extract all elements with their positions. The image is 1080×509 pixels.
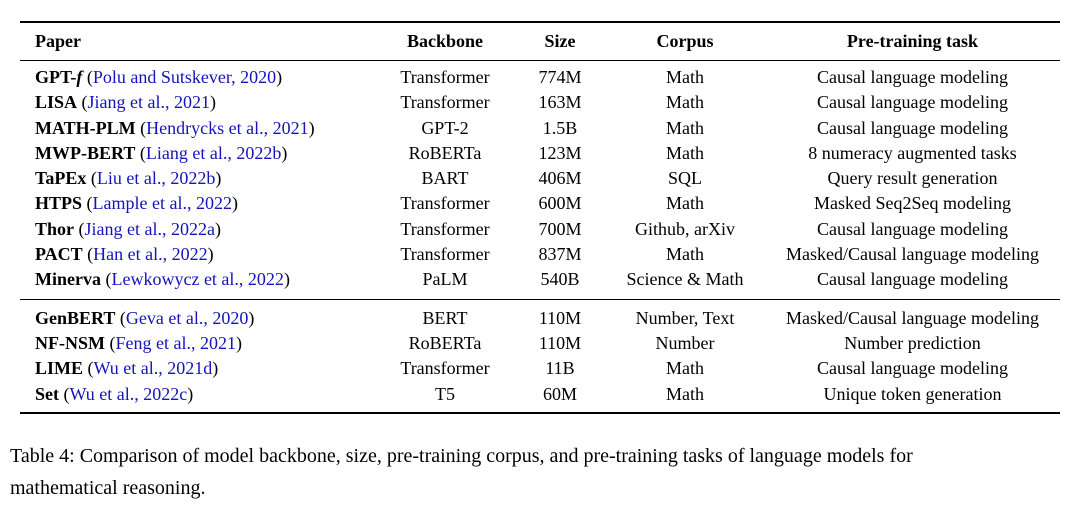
paper-cell: NF-NSM (Feng et al., 2021) [35,332,242,353]
table-row [20,217,1060,242]
size-cell: 163M [538,92,582,113]
paper-name [35,168,86,188]
paper-name [35,92,77,112]
table-row [20,356,1060,381]
paper-name-text: NF-NSM [35,332,105,353]
citation-link[interactable]: Liu et al., 2022b [96,168,216,189]
corpus-cell: Math [666,142,704,163]
pretraining-task-cell: Query result generation [827,168,998,189]
citation-link[interactable]: Lample et al., 2022 [92,193,232,214]
corpus-cell: Math [666,244,704,265]
table-header-row [20,22,1060,61]
corpus-cell: Number [655,332,715,353]
pretraining-task-cell: Unique token generation [823,383,1002,404]
table-row [20,267,1060,299]
table-section-math-pretrained [20,61,1060,300]
column-header-size: Size [515,22,605,61]
paper-name-text: GPT- [35,67,77,87]
column-header-corpus: Corpus [605,22,765,61]
paper-name [35,219,74,239]
paper-name [35,384,59,404]
table-row [20,116,1060,141]
citation-link[interactable]: Geva et al., 2020 [125,307,249,328]
column-header-paper: Paper [20,22,375,61]
table-caption [10,440,1074,504]
corpus-cell: Math [666,358,704,379]
citation-link[interactable]: Wu et al., 2021d [93,358,213,379]
backbone-cell: Transformer [400,193,490,214]
backbone-cell: PaLM [422,269,468,290]
pretraining-task-cell: 8 numeracy augmented tasks [808,142,1017,163]
paper-name-text: Set [35,383,59,404]
column-header-pretraining-task: Pre-training task [765,22,1060,61]
paper-cell: PACT (Han et al., 2022) [35,244,214,265]
table-caption-line-2: mathematical reasoning. [10,477,206,499]
pretraining-task-cell: Number prediction [844,332,981,353]
paper-name-italic-part: f [76,67,83,87]
citation-link[interactable]: Wu et al., 2022c [69,383,188,404]
corpus-cell: Science & Math [626,269,744,290]
backbone-cell: RoBERTa [408,332,482,353]
size-cell: 1.5B [542,117,578,138]
paper-name [35,269,101,289]
backbone-cell: Transformer [400,358,490,379]
corpus-cell: Number, Text [635,307,735,328]
pretraining-task-cell: Masked/Causal language modeling [786,244,1039,265]
backbone-cell: BERT [422,307,468,328]
size-cell: 837M [538,244,582,265]
size-cell: 600M [538,193,582,214]
paper-name-text: LISA [35,92,78,113]
paper-name [35,308,115,328]
backbone-cell: Transformer [400,92,490,113]
paper-name [35,333,105,353]
backbone-cell: Transformer [400,218,490,239]
citation-link[interactable]: Lewkowycz et al., 2022 [111,269,284,290]
paper-name-text: HTPS [35,193,83,214]
pretraining-task-cell: Causal language modeling [817,218,1008,239]
paper-cell: Set (Wu et al., 2022c) [35,383,194,404]
paper-name [35,193,82,213]
pretraining-task-cell: Masked/Causal language modeling [786,307,1039,328]
size-cell: 110M [538,307,582,328]
backbone-cell: T5 [435,383,455,404]
pretraining-task-cell: Causal language modeling [817,92,1008,113]
table-section-number-pretrained [20,299,1060,413]
corpus-cell: Github, arXiv [635,218,735,239]
size-cell: 123M [538,142,582,163]
paper-cell: LISA (Jiang et al., 2021) [35,92,217,113]
corpus-cell: Math [666,67,704,87]
paper-name-text: LIME [35,358,84,379]
table-caption-line-1: Table 4: Comparison of model backbone, size, pre-training corpus, and pre-training tasks of language models for [10,445,913,467]
table-row [20,90,1060,115]
corpus-cell: SQL [667,168,702,189]
paper-cell: HTPS (Lample et al., 2022) [35,193,238,214]
pretraining-task-cell: Masked Seq2Seq modeling [814,193,1011,214]
table-row [20,166,1060,191]
paper-name-text: TaPEx [35,168,87,189]
backbone-cell: RoBERTa [408,142,482,163]
paper-cell: Minerva (Lewkowycz et al., 2022) [35,269,290,290]
citation-link[interactable]: Feng et al., 2021 [115,332,236,353]
models-comparison-table [20,21,1060,414]
corpus-cell: Math [666,383,704,404]
table-row [20,191,1060,216]
size-cell: 774M [538,67,582,87]
corpus-cell: Math [666,193,704,214]
citation-link[interactable]: Liang et al., 2022b [145,142,282,163]
paper-cell: GPT-f (Polu and Sutskever, 2020) [35,67,283,87]
corpus-cell: Math [666,92,704,113]
citation-link[interactable]: Polu and Sutskever, 2020 [92,67,277,87]
table-row [20,331,1060,356]
size-cell: 11B [545,358,575,379]
table-row [20,382,1060,413]
paper-cell: MATH-PLM (Hendrycks et al., 2021) [35,117,315,138]
table-row [20,141,1060,166]
paper-cell: Thor (Jiang et al., 2022a) [35,218,221,239]
backbone-cell: BART [421,168,469,189]
size-cell: 700M [538,218,582,239]
pretraining-task-cell: Causal language modeling [817,358,1008,379]
paper-cell: LIME (Wu et al., 2021d) [35,358,219,379]
paper-name [35,67,82,87]
pretraining-task-cell: Causal language modeling [817,67,1008,87]
pretraining-task-cell: Causal language modeling [817,117,1008,138]
size-cell: 60M [542,383,577,404]
paper-name [35,143,135,163]
citation-link[interactable]: Han et al., 2022 [93,244,208,265]
backbone-cell: Transformer [400,67,490,87]
paper-name [35,244,83,264]
corpus-cell: Math [666,117,704,138]
pretraining-task-cell: Causal language modeling [817,269,1008,290]
citation-link[interactable]: Hendrycks et al., 2021 [146,117,309,138]
table-row [20,299,1060,331]
column-header-backbone: Backbone [375,22,515,61]
paper-name-text: GenBERT [35,307,116,328]
paper-name [35,358,83,378]
table-row [20,61,1060,91]
size-cell: 406M [538,168,582,189]
backbone-cell: GPT-2 [421,117,469,138]
size-cell: 540B [540,269,580,290]
size-cell: 110M [538,332,582,353]
paper-name [35,118,136,138]
paper-cell: GenBERT (Geva et al., 2020) [35,307,255,328]
paper-name-text: PACT [35,244,83,265]
backbone-cell: Transformer [400,244,490,265]
table-row [20,242,1060,267]
paper-cell: TaPEx (Liu et al., 2022b) [35,168,222,189]
paper-name-text: MWP-BERT [35,142,136,163]
citation-link[interactable]: Jiang et al., 2022a [84,218,215,239]
paper-cell: MWP-BERT (Liang et al., 2022b) [35,142,288,163]
paper-name-text: MATH-PLM [35,117,136,138]
citation-link[interactable]: Jiang et al., 2021 [87,92,211,113]
paper-name-text: Thor [35,218,75,239]
paper-name-text: Minerva [35,269,101,290]
